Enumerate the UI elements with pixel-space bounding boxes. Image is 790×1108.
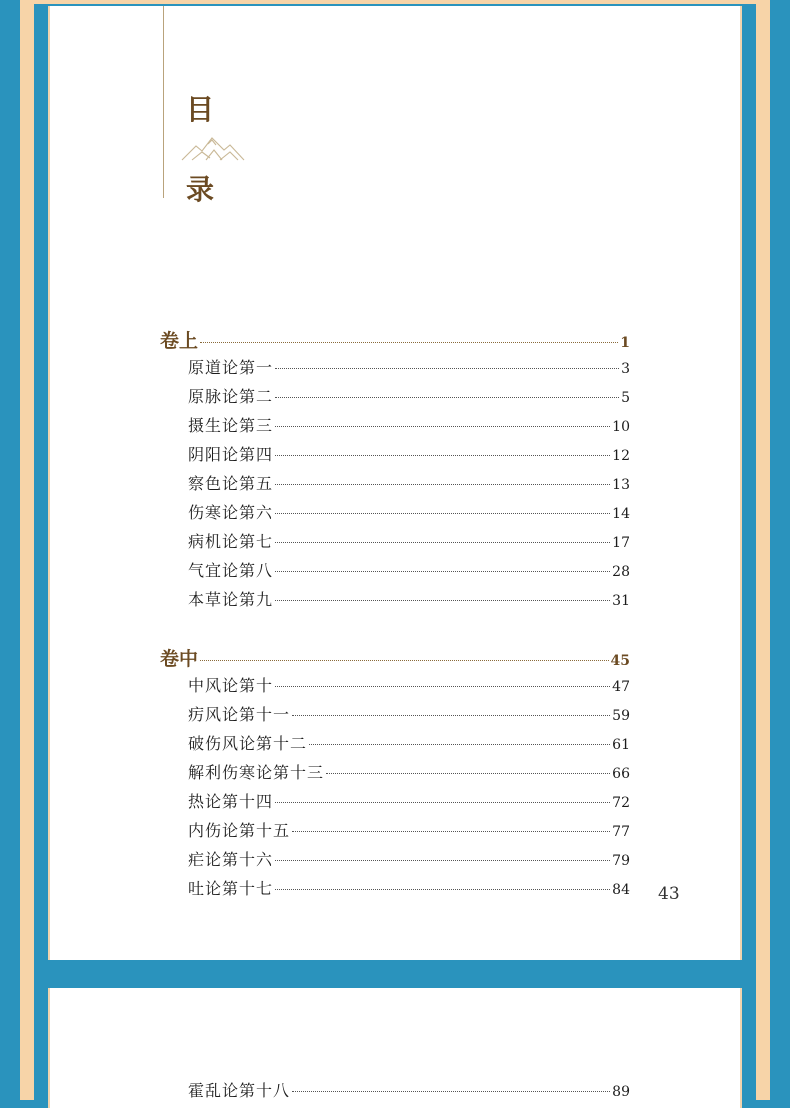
toc-row[interactable] [160, 1078, 630, 1107]
toc-label: 卷上 [160, 330, 199, 352]
leader-dots [275, 802, 610, 803]
toc-row[interactable] [160, 760, 630, 789]
leader-dots [275, 484, 610, 485]
leader-dots [275, 426, 610, 427]
page-divider [48, 962, 742, 988]
toc-label: 气宜论第八 [188, 561, 274, 580]
toc-page-number: 77 [612, 824, 630, 840]
toc-label: 霍乱论第十八 [188, 1081, 291, 1100]
toc-page-number: 84 [612, 882, 630, 898]
toc-row[interactable] [160, 818, 630, 847]
leader-dots [292, 831, 610, 832]
toc-page-number: 3 [621, 361, 630, 377]
page-number: 43 [658, 884, 680, 904]
toc-row[interactable] [160, 355, 630, 384]
leader-dots [275, 860, 610, 861]
frame-stripe-left [20, 0, 34, 1100]
toc-row[interactable] [160, 500, 630, 529]
next-page [48, 988, 742, 1108]
toc-page-number: 79 [612, 853, 630, 869]
leader-dots [326, 773, 610, 774]
toc-label: 阴阳论第四 [188, 445, 274, 464]
toc-label: 原脉论第二 [188, 387, 274, 406]
toc-row[interactable] [160, 789, 630, 818]
toc-title-char-2: 录 [186, 173, 215, 206]
toc-label: 疟论第十六 [188, 850, 274, 869]
toc-label: 解利伤寒论第十三 [188, 763, 325, 782]
toc-label: 吐论第十七 [188, 879, 274, 898]
toc-page-number: 66 [612, 766, 630, 782]
toc-page-number: 14 [612, 506, 630, 522]
toc-page-number: 31 [612, 593, 630, 609]
toc-volume-middle [160, 644, 630, 905]
toc-label: 卷中 [160, 648, 199, 670]
toc-row-volume[interactable] [160, 644, 630, 673]
leader-dots [275, 571, 610, 572]
leader-dots [275, 513, 610, 514]
toc-row[interactable] [160, 876, 630, 905]
toc-page-number: 89 [612, 1084, 630, 1100]
toc-label: 病机论第七 [188, 532, 274, 551]
toc-row[interactable] [160, 558, 630, 587]
toc-page [48, 6, 742, 960]
toc-label: 本草论第九 [188, 590, 274, 609]
leader-dots [275, 889, 610, 890]
mountain-icon [180, 134, 246, 162]
toc-label: 热论第十四 [188, 792, 274, 811]
toc-label: 原道论第一 [188, 358, 274, 377]
toc-label: 伤寒论第六 [188, 503, 274, 522]
leader-dots [275, 397, 619, 398]
toc-page-number: 59 [612, 708, 630, 724]
toc-page-number: 10 [612, 419, 630, 435]
leader-dots [275, 686, 610, 687]
toc-row[interactable] [160, 847, 630, 876]
toc-label: 摄生论第三 [188, 416, 274, 435]
leader-dots [275, 455, 610, 456]
leader-dots [275, 542, 610, 543]
leader-dots [292, 1091, 610, 1092]
title-rule [163, 6, 164, 198]
leader-dots [309, 744, 610, 745]
toc-row[interactable] [160, 731, 630, 760]
toc-page-number: 12 [612, 448, 630, 464]
toc-label: 内伤论第十五 [188, 821, 291, 840]
toc-row[interactable] [160, 702, 630, 731]
leader-dots [292, 715, 610, 716]
toc-title-char-1: 目 [186, 93, 215, 126]
toc-label: 疠风论第十一 [188, 705, 291, 724]
toc-row[interactable] [160, 384, 630, 413]
toc-row[interactable] [160, 471, 630, 500]
toc-page-number: 45 [610, 653, 630, 669]
toc-label: 察色论第五 [188, 474, 274, 493]
toc-page-number: 72 [612, 795, 630, 811]
toc-next-page [160, 1078, 630, 1107]
toc-row[interactable] [160, 673, 630, 702]
toc-page-number: 5 [621, 390, 630, 406]
toc-label: 中风论第十 [188, 676, 274, 695]
toc-page-number: 61 [612, 737, 630, 753]
toc-row[interactable] [160, 529, 630, 558]
toc-page-number: 13 [612, 477, 630, 493]
toc-row[interactable] [160, 413, 630, 442]
leader-dots [275, 368, 619, 369]
toc-page-number: 47 [612, 679, 630, 695]
leader-dots [200, 660, 609, 661]
leader-dots [200, 342, 618, 343]
toc-page-number: 28 [612, 564, 630, 580]
toc-row[interactable] [160, 442, 630, 471]
toc-label: 破伤风论第十二 [188, 734, 308, 753]
leader-dots [275, 600, 610, 601]
toc-row-volume[interactable] [160, 326, 630, 355]
frame-stripe-right [756, 0, 770, 1100]
toc-row[interactable] [160, 587, 630, 616]
frame-stripe-top [34, 0, 756, 4]
toc-page-number: 17 [612, 535, 630, 551]
toc-volume-upper [160, 326, 630, 616]
toc-page-number: 1 [620, 335, 630, 351]
